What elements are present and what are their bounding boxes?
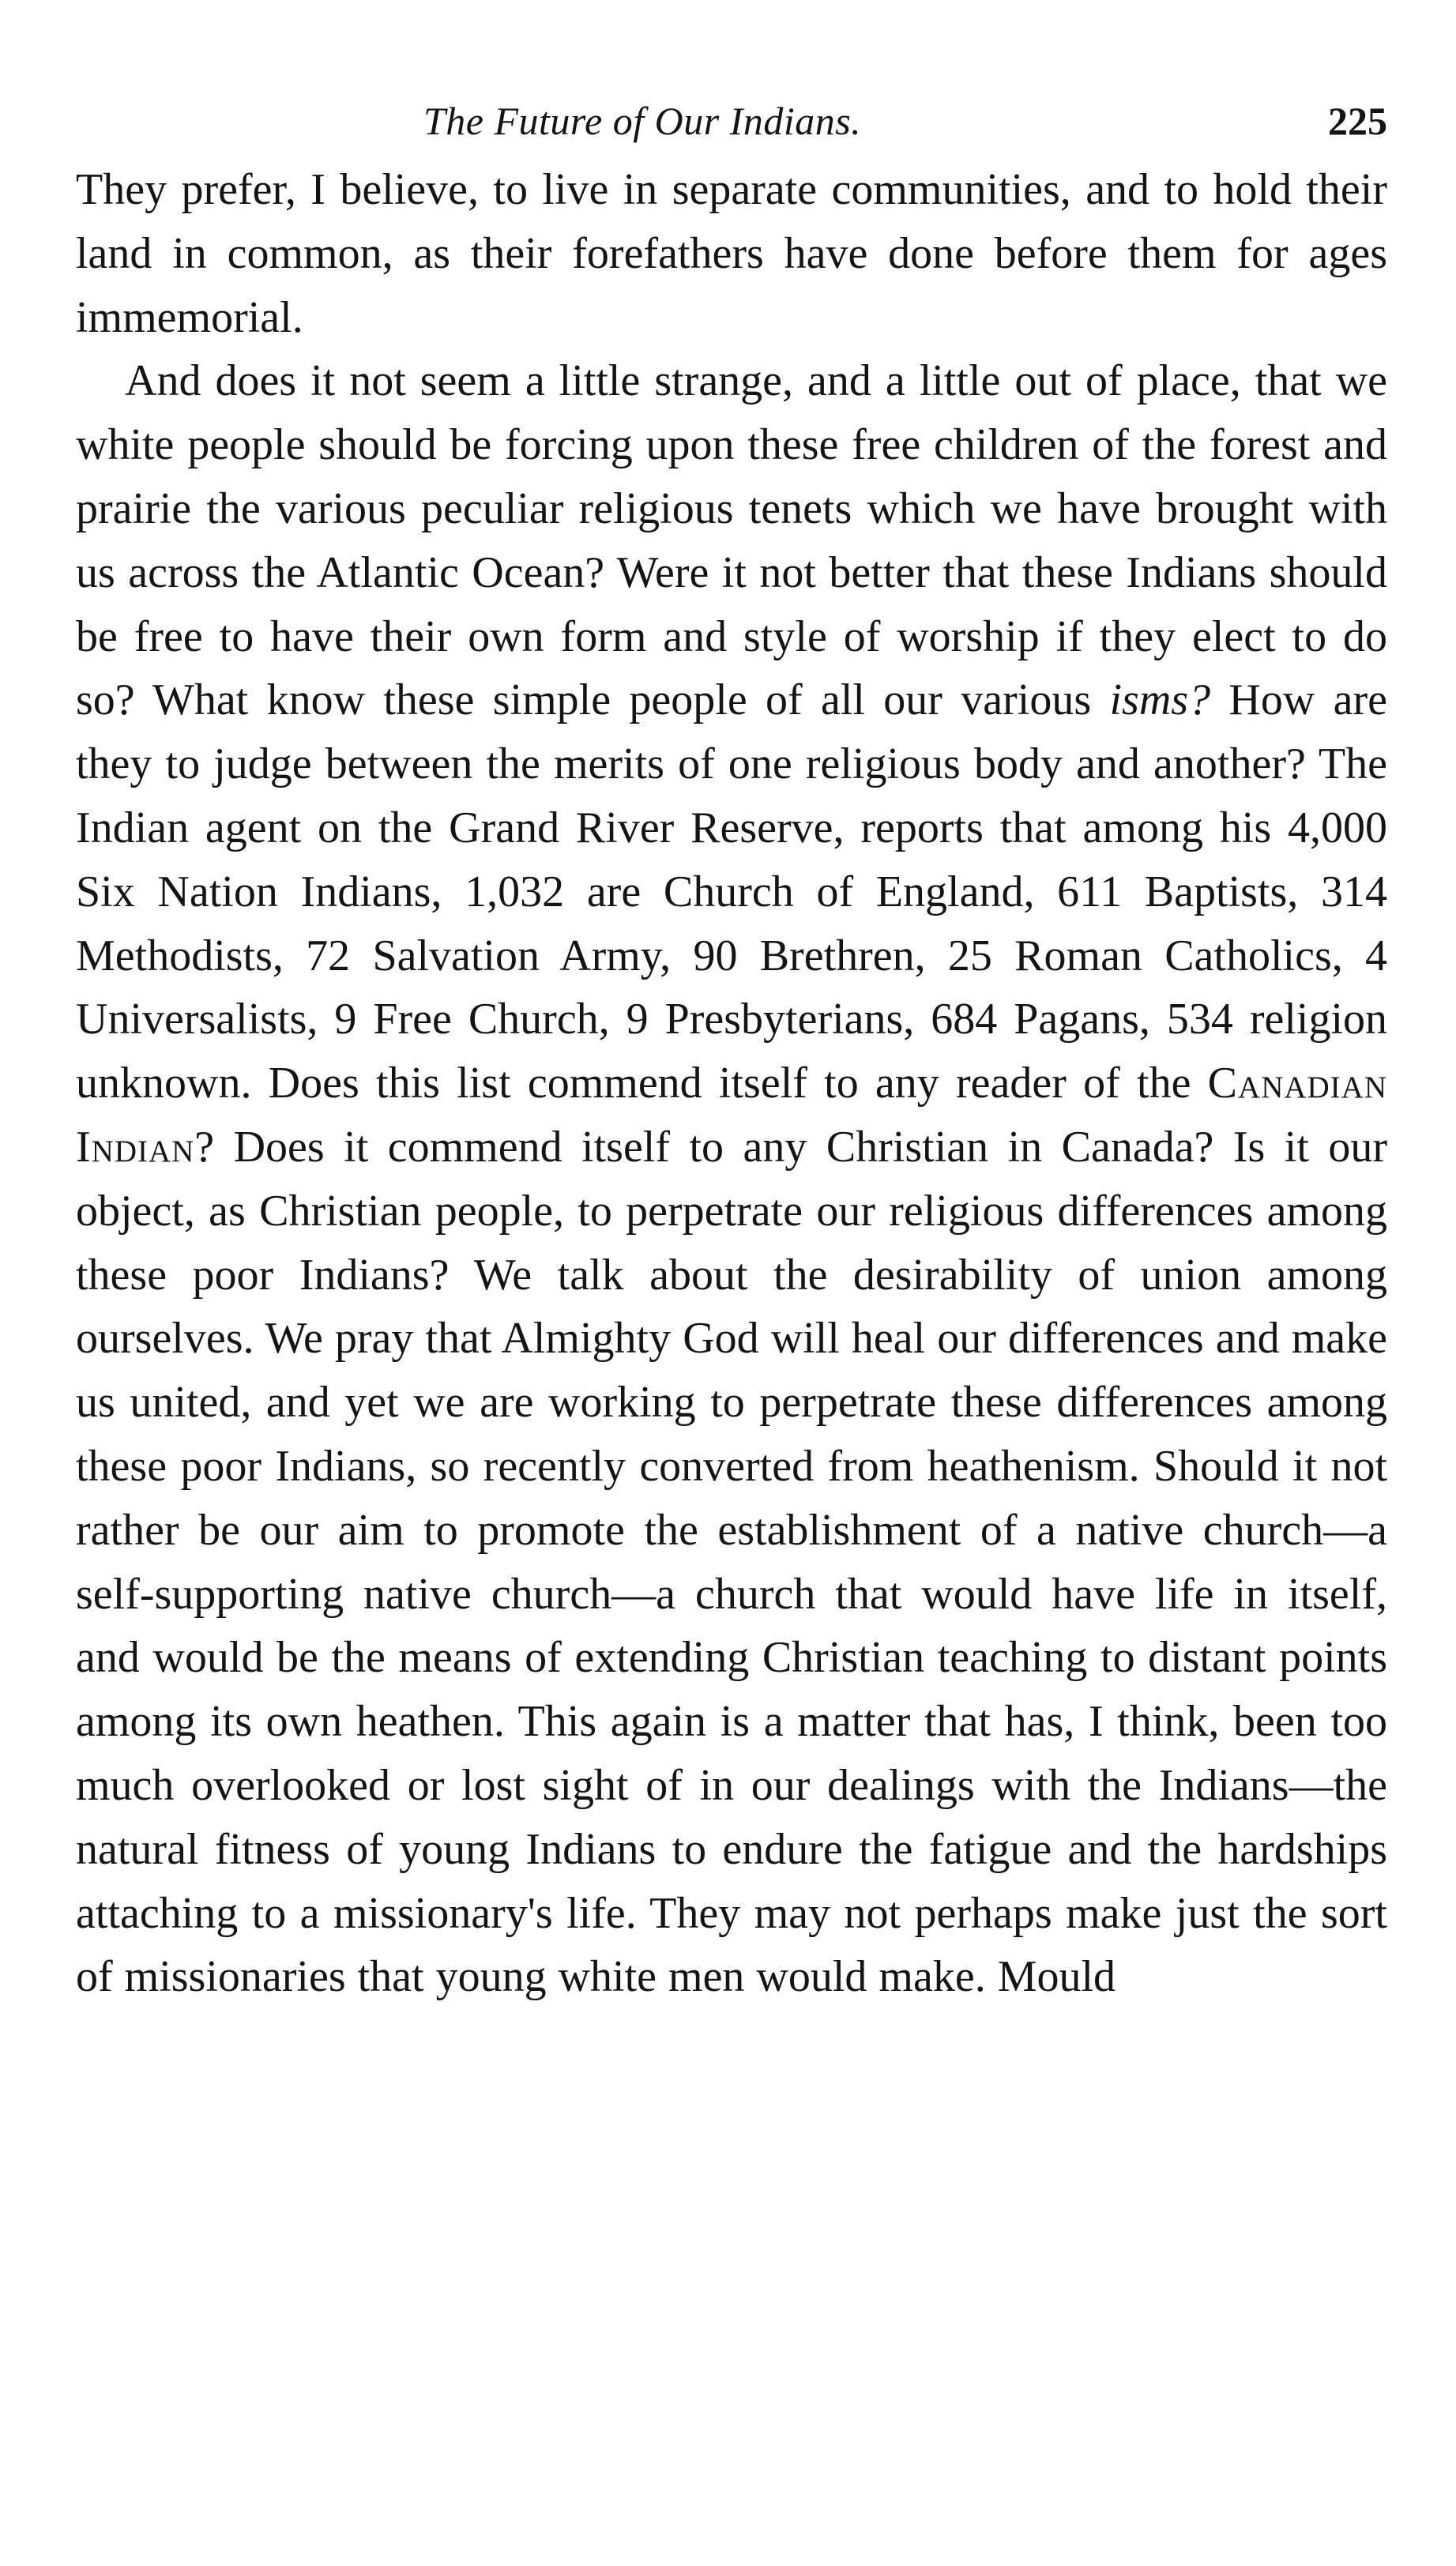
running-head [76,71,1387,158]
paragraph-text: How are they to judge between the merits of one religious body and another? The Indian agent on the Grand River Reserve, reports that among his 4,000 Six Nation Indians, 1,032 are Church of England, 611 Baptists, 314 Methodists, 72 Salvation Army, 90 Brethren, 25 Roman Catholics, 4 Universalists, 9 Free Church, 9 Presbyterians, 684 Pagans, 534 religion unknown. Does this list commend itself to any reader of the [76,675,1387,1108]
publication-name: Canadian Indian [76,1059,1387,1172]
page-number: 225 [1328,99,1387,143]
italic-term: isms? [1109,675,1211,725]
paragraph-text: ? Does it commend itself to any Christian in Canada? Is it our object, as Christian people, to perpetrate our religious differences among these poor Indians? We talk about the desirability of union among ourselves. We pray that Almighty God will heal our differences and make us united, and yet we are working to perpetrate these differences among these poor Indians, so recently converted from heathenism. Should it not rather be our aim to promote the establishment of a native church—a self-supporting native church—a church that would have life in itself, and would be the means of extending Christian teaching to distant points among its own heathen. This again is a matter that has, I think, been too much overlooked or lost sight of in our dealings with the Indians—the natural fitness of young Indians to endure the fatigue and the hardships attaching to a missionary's life. They may not perhaps make just the sort of missionaries that young white men would make. Mould [76,1122,1387,2002]
paragraph-text: And does it not seem a little strange, and a little out of place, that we white people should be forcing upon these free children of the forest and prairie the various peculiar religious tenets which we have brought with us across the Atlantic Ocean? Were it not better that these Indians should be free to have their own form and style of worship if they elect to do so? What know these simple people of all our various [76,356,1387,725]
running-title: The Future of Our Indians. [423,99,862,143]
page-content [76,71,1387,2009]
body-text [76,158,1387,2009]
paragraph-continued: They prefer, I believe, to live in separate communities, and to hold their land in common, as their forefathers have done before them for ages immemorial. [76,165,1387,342]
paragraph-main [76,349,1387,2009]
